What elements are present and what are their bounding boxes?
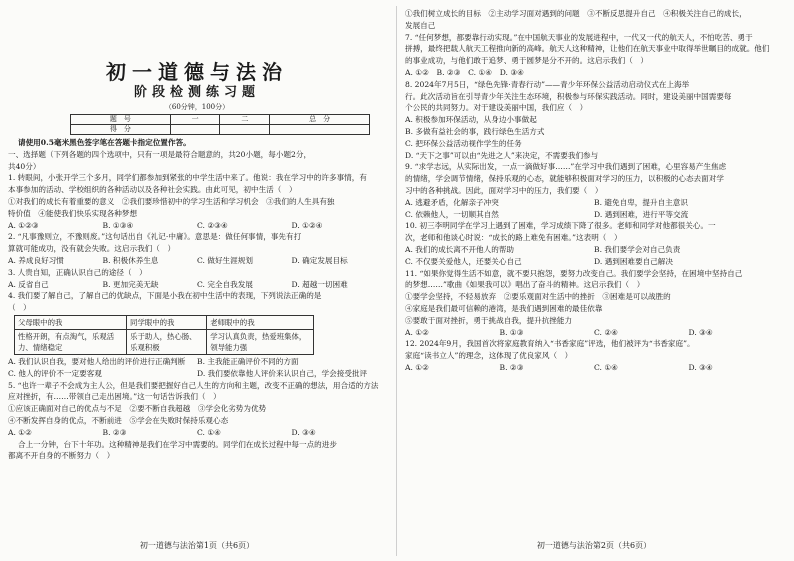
option: C. 完全自我发展 — [197, 279, 253, 289]
option: A. ①② — [405, 327, 429, 337]
table-cell: 学习认真负责，热爱班集体，领导能力强 — [207, 329, 314, 354]
option: A. 积极参加环保活动，从身边小事做起 — [405, 115, 537, 125]
question-4-line: （ ） — [8, 303, 31, 313]
question-7: 7. “任何梦想，都要靠行动实现。”在中国航天事业的发展进程中，一代又一代的航天人，不怕吃苦、勇于 — [405, 32, 753, 42]
option: A. ①②③ — [8, 220, 39, 230]
question-8-line: 行。此次活动旨在引导青少年关注生态环境，积极参与环保实践活动。同时，建设美丽中国需要每 — [405, 91, 732, 101]
question-9-line: 的情绪，学会调节情绪，保持乐观的心态，就能够积极面对学习的压力，以积极的心态去面对学 — [405, 174, 724, 184]
option: C. 把环保公益活动视作学生的任务 — [405, 138, 522, 148]
option: A. 反省自己 — [8, 279, 49, 289]
question-5-line: ④不断发挥自身的优点，不断前进 ⑤学会在失败时保持乐观心态 — [8, 415, 229, 425]
question-11-line: ④家庭是我们最可信赖的港湾，是我们遇到困难的最佳依靠 — [405, 303, 603, 313]
option: B. 积极休养生息 — [102, 255, 159, 265]
option: D. 遇到困难要自己解决 — [594, 256, 673, 266]
question-9-options — [405, 209, 783, 221]
option: C. ②③④ — [197, 220, 228, 230]
option: A. 养成良好习惯 — [8, 255, 64, 265]
question-6-line: 都离不开自身的不断努力（ ） — [8, 451, 115, 461]
option: D. ③④ — [291, 427, 316, 437]
option: C. 他人的评价不一定要客观 — [8, 368, 102, 378]
exam-meta: （60分钟，100分） — [164, 103, 230, 111]
question-5-line: ①应该正确面对自己的优点与不足 ②要不断自我超越 ③学会化劣势为优势 — [8, 404, 267, 414]
question-4-options — [8, 368, 386, 380]
page-divider — [396, 6, 397, 556]
score-cell — [170, 125, 220, 135]
score-cell — [220, 125, 270, 135]
question-4-options — [8, 356, 386, 368]
question-10-options — [405, 244, 783, 256]
score-cell: 题 号 — [71, 115, 171, 125]
exam-note: 请使用0.5毫米黑色签字笔在答题卡指定位置作答。 — [18, 138, 191, 147]
option: D. ③④ — [688, 362, 713, 372]
question-6-choices: ①我们树立成长的目标 ②主动学习面对遇到的问题 ③不断反思提升自己 ④积极关注自己的成长， — [405, 9, 747, 18]
option: B. ②③ — [102, 427, 127, 437]
option: B. ①③④ — [102, 220, 134, 230]
question-11: 11. “如果你觉得生活不如意，就不要只抱怨，要努力改变自己。我们要学会坚持，在困境中坚持自己 — [405, 268, 743, 278]
table-header-cell: 父母眼中的我 — [15, 315, 127, 329]
option: D. 我们要依靠他人评价来认识自己，学会接受批评 — [197, 368, 368, 378]
option: D. ③④ — [688, 327, 713, 337]
exam-subtitle: 阶段检测练习题 — [133, 85, 260, 100]
option: C. ①④ — [197, 427, 221, 437]
option: B. 主我能正确评价不同的方面 — [197, 356, 299, 366]
option: B. 避免自卑，提升自主意识 — [594, 197, 688, 207]
question-2-line: 算就可能成功，没有就会失败。这启示我们（ ） — [8, 244, 176, 254]
question-11-options — [405, 327, 783, 339]
option: B. 多做有益社会的事，践行绿色生活方式 — [405, 126, 545, 136]
page-2 — [405, 8, 783, 556]
question-7-options: A. ①② B. ②③ C. ①④ D. ③④ — [405, 67, 524, 77]
question-5: 5. “也许一辈子不会成为主人公，但是我们要把握好自己人生的方向和主题，改变不正确的想法，用合适的方法 — [8, 380, 379, 390]
question-2: 2. “凡事豫则立，不豫则废。”这句话出自《礼记·中庸》。意思是：做任何事情，事先有打 — [8, 232, 302, 242]
table-header-cell: 同学眼中的我 — [127, 315, 207, 329]
question-6: 合上一分钟，台下十年功。这种精神是我们在学习中需要的。同学们在成长过程中每一点的进步 — [18, 439, 337, 449]
option: A. 逃避矛盾，化解亲子冲突 — [405, 197, 499, 207]
question-4-table — [14, 315, 314, 355]
question-1-line: 本事参加的活动、学校组织的各种活动以及各种社会实践。由此可见，初中生活（ ） — [8, 185, 297, 195]
question-10-line: 次，老师和他谈心时说：“成长的路上难免有困难。”这表明（ ） — [405, 233, 622, 243]
option: D. 超越一切困难 — [291, 279, 348, 289]
option: D. ①②④ — [291, 220, 323, 230]
option: C. ①④ — [594, 362, 618, 372]
option: C. 不仅要关爱他人，还要关心自己 — [405, 256, 522, 266]
question-11-line: 的梦想……”歌曲《如果我可以》唱出了奋斗的精神。这启示我们（ ） — [405, 280, 645, 290]
question-12-options — [405, 362, 783, 374]
option: C. ②④ — [594, 327, 618, 337]
question-5-line: 应对挫折，有……带领自己走出困境。”这一句话告诉我们（ ） — [8, 392, 221, 402]
option: D. “天下之事”可以由“先进之人”来决定，不需要我们参与 — [405, 150, 599, 160]
page-1 — [8, 8, 386, 556]
score-cell: 一 — [170, 115, 220, 125]
option: B. 更加完美无缺 — [102, 279, 159, 289]
question-12: 12. 2024年9月，我国首次将家庭教育纳入“书香家庭”评选，他们被评为“书香家庭”。 — [405, 339, 695, 349]
question-12-line: 家庭“读书立人”的理念，这体现了优良家风（ ） — [405, 351, 573, 361]
option: D. 遇到困难，进行平等交流 — [594, 209, 689, 219]
question-11-line: ①要学会坚持，不轻易放弃 ②要乐观面对生活中的挫折 ③困难是可以战胜的 — [405, 292, 671, 302]
option: A. 我们的成长离不开他人的帮助 — [405, 244, 515, 254]
table-cell: 性格开朗，有点淘气，乐观活力、情绪稳定 — [15, 329, 127, 354]
option: B. ②③ — [499, 362, 524, 372]
option: B. ①③ — [499, 327, 524, 337]
option: C. 做好生涯规划 — [197, 255, 253, 265]
question-1: 1. 转眼间，小张开学三个多月，同学们都参加到紧张的中学生活中来了。他说：我在学习中的许多事情，有 — [8, 173, 367, 183]
question-9-line: 习中的各种挑战。因此，面对学习中的压力，我们要（ ） — [405, 185, 603, 195]
section-heading: 一、选择题（下列各题的四个选项中，只有一项是最符合题意的，共20小题，每小题2分， — [8, 149, 312, 159]
page-footer: 初一道德与法治第2页（共6页） — [536, 541, 652, 551]
table-header-cell: 老师眼中的我 — [207, 315, 314, 329]
score-cell: 二 — [220, 115, 270, 125]
question-11-line: ⑤要敢于面对挫折，勇于挑战自我，提升抗挫能力 — [405, 315, 573, 325]
page-footer: 初一道德与法治第1页（共6页） — [139, 541, 255, 551]
question-1-line: 特价值 ④能使我们快乐实现各种梦想 — [8, 208, 138, 218]
question-10-options — [405, 256, 783, 268]
question-5-options — [8, 427, 386, 439]
option: A. ①② — [405, 362, 429, 372]
question-8-line: 个公民的共同努力。对于建设美丽中国，我们应（ ） — [405, 103, 588, 113]
question-2-options — [8, 255, 386, 267]
exam-title: 初一道德与法治 — [106, 60, 288, 84]
question-1-options — [8, 220, 386, 232]
option: A. ①② — [8, 427, 32, 437]
option: D. 确定发展目标 — [291, 255, 348, 265]
option: A. 我们认识自我，要对他人给出的评价进行正确判断 — [8, 356, 186, 366]
option: B. 我们要学会对自己负责 — [594, 244, 681, 254]
section-heading-cont: 共40分） — [8, 161, 41, 171]
option: C. 依赖他人，一切顺其自然 — [405, 209, 499, 219]
question-7-line: 的事业成功，与他们敢于追梦、勇于圆梦是分不开的。这启示我们（ ） — [405, 56, 648, 66]
score-cell: 总 分 — [270, 115, 370, 125]
table-cell: 乐于助人，热心肠、乐观积极 — [127, 329, 207, 354]
question-3: 3. 人贵自知，正确认识自己的途径（ ） — [8, 267, 147, 277]
question-3-options — [8, 279, 386, 291]
question-8: 8. 2024年7月5日，“绿色先锋·青春行动”——青少年环保公益活动启动仪式在上海举 — [405, 79, 690, 89]
score-cell: 得 分 — [71, 125, 171, 135]
score-table — [70, 114, 370, 135]
score-cell — [270, 125, 370, 135]
question-4: 4. 我们要了解自己，了解自己的优缺点，下面是小我在初中生活中的表现，下列说法正确的是 — [8, 291, 322, 301]
question-10: 10. 初三李明同学在学习上遇到了困难，学习成绩下降了很多。老师和同学对他都很关心。一 — [405, 221, 716, 231]
question-9-options — [405, 197, 783, 209]
question-9: 9. “求学志远，从实际出发，一点一滴做好事……”在学习中我们遇到了困难，心里容易产生焦虑 — [405, 162, 727, 172]
question-6-choices-cont: 发展自己 — [405, 20, 436, 30]
question-7-line: 拼搏，最终把载人航天工程推向新的高峰。航天人这种精神，让他们在航天事业中取得举世瞩目的成就。他们 — [405, 44, 770, 54]
question-1-line: ①对我们的成长有着重要的意义 ②我们要珍惜初中的学习生活和学习机会 ③我们的人生具有独 — [8, 196, 335, 206]
